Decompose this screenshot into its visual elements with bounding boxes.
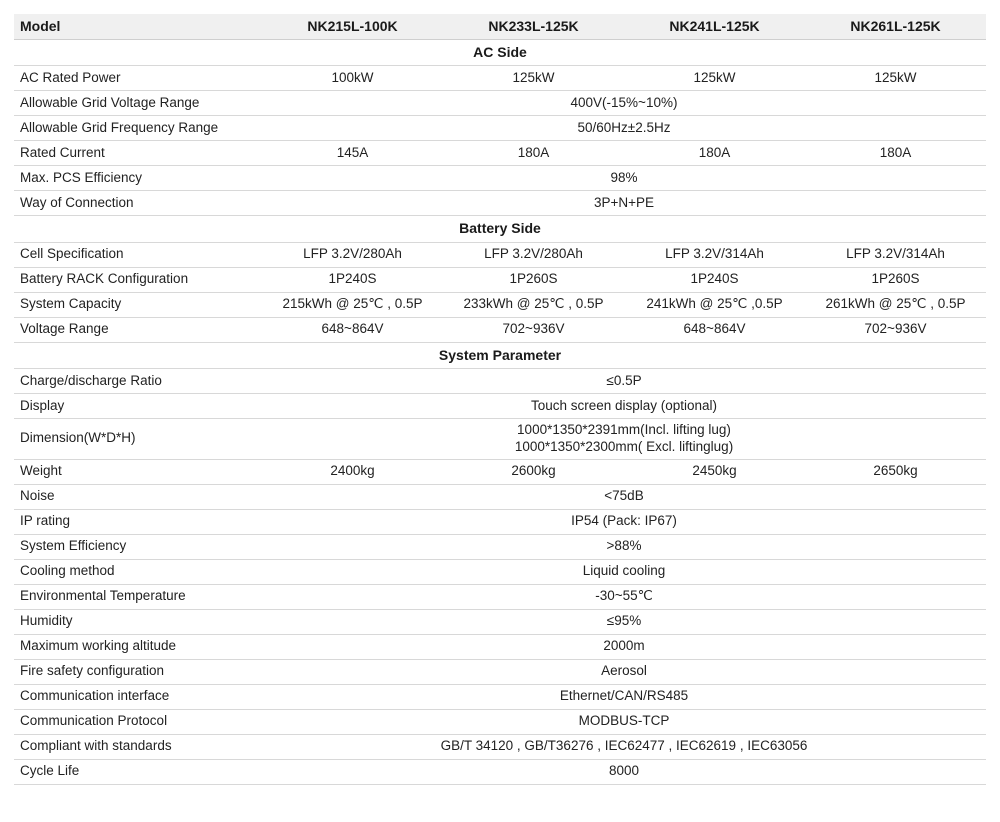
row-label: Max. PCS Efficiency <box>14 166 262 191</box>
row-value: 2450kg <box>624 459 805 484</box>
row-value-merged: Touch screen display (optional) <box>262 394 986 419</box>
table-row <box>14 759 986 784</box>
row-label: Dimension(W*D*H) <box>14 419 262 460</box>
table-row <box>14 484 986 509</box>
row-value: 702~936V <box>443 317 624 342</box>
table-row <box>14 66 986 91</box>
section-title: AC Side <box>14 39 986 66</box>
row-value-line: 1000*1350*2391mm(Incl. lifting lug) <box>517 422 731 437</box>
row-value-merged: ≤95% <box>262 609 986 634</box>
row-value: 1P240S <box>262 267 443 292</box>
row-value: 215kWh @ 25℃ , 0.5P <box>262 292 443 317</box>
row-value: LFP 3.2V/314Ah <box>624 242 805 267</box>
row-value: 2600kg <box>443 459 624 484</box>
row-value-merged: ≤0.5P <box>262 369 986 394</box>
row-label: Voltage Range <box>14 317 262 342</box>
row-value: LFP 3.2V/280Ah <box>262 242 443 267</box>
table-row <box>14 509 986 534</box>
row-value-line: 1000*1350*2300mm( Excl. liftinglug) <box>514 438 734 454</box>
column-header-model-1: NK215L-100K <box>262 14 443 39</box>
row-label: Way of Connection <box>14 191 262 216</box>
row-value: 261kWh @ 25℃ , 0.5P <box>805 292 986 317</box>
row-value-merged: 98% <box>262 166 986 191</box>
row-value: 180A <box>443 141 624 166</box>
row-value-merged: >88% <box>262 534 986 559</box>
row-value: 241kWh @ 25℃ ,0.5P <box>624 292 805 317</box>
row-label: Allowable Grid Voltage Range <box>14 91 262 116</box>
table-row <box>14 394 986 419</box>
row-value-merged: -30~55℃ <box>262 584 986 609</box>
row-value: 1P260S <box>805 267 986 292</box>
row-value-merged-multiline <box>262 419 986 460</box>
row-value: 125kW <box>443 66 624 91</box>
row-label: Cell Specification <box>14 242 262 267</box>
table-row <box>14 419 986 460</box>
table-row <box>14 116 986 141</box>
table-row <box>14 267 986 292</box>
row-value: 1P260S <box>443 267 624 292</box>
specification-table <box>14 14 986 785</box>
row-value-merged: <75dB <box>262 484 986 509</box>
table-header <box>14 14 986 39</box>
row-value: 145A <box>262 141 443 166</box>
section-title-row <box>14 39 986 66</box>
row-label: Environmental Temperature <box>14 584 262 609</box>
row-value-merged: GB/T 34120 , GB/T36276 , IEC62477 , IEC62619 , IEC63056 <box>262 734 986 759</box>
row-value: 2650kg <box>805 459 986 484</box>
row-label: System Capacity <box>14 292 262 317</box>
row-value: 2400kg <box>262 459 443 484</box>
row-value: 648~864V <box>262 317 443 342</box>
table-row <box>14 369 986 394</box>
table-row <box>14 191 986 216</box>
row-label: System Efficiency <box>14 534 262 559</box>
row-value-merged: 2000m <box>262 634 986 659</box>
row-value: 125kW <box>624 66 805 91</box>
table-row <box>14 659 986 684</box>
table-row <box>14 534 986 559</box>
column-header-model-2: NK233L-125K <box>443 14 624 39</box>
row-label: IP rating <box>14 509 262 534</box>
row-value-merged: 3P+N+PE <box>262 191 986 216</box>
row-label: Display <box>14 394 262 419</box>
row-label: AC Rated Power <box>14 66 262 91</box>
row-label: Battery RACK Configuration <box>14 267 262 292</box>
row-value-merged: Liquid cooling <box>262 559 986 584</box>
row-label: Cycle Life <box>14 759 262 784</box>
table-row <box>14 684 986 709</box>
table-row <box>14 609 986 634</box>
row-label: Humidity <box>14 609 262 634</box>
table-row <box>14 166 986 191</box>
table-row <box>14 584 986 609</box>
row-label: Communication interface <box>14 684 262 709</box>
row-label: Cooling method <box>14 559 262 584</box>
row-value: 233kWh @ 25℃ , 0.5P <box>443 292 624 317</box>
table-row <box>14 459 986 484</box>
table-row <box>14 91 986 116</box>
row-value: 180A <box>624 141 805 166</box>
row-value: 100kW <box>262 66 443 91</box>
row-value: 180A <box>805 141 986 166</box>
table-row <box>14 242 986 267</box>
table-body <box>14 39 986 784</box>
row-label: Fire safety configuration <box>14 659 262 684</box>
row-label: Compliant with standards <box>14 734 262 759</box>
row-value-merged: Aerosol <box>262 659 986 684</box>
table-row <box>14 141 986 166</box>
row-value: 125kW <box>805 66 986 91</box>
row-value: 648~864V <box>624 317 805 342</box>
row-value-merged: 400V(-15%~10%) <box>262 91 986 116</box>
row-value-merged: 8000 <box>262 759 986 784</box>
row-value-merged: MODBUS-TCP <box>262 709 986 734</box>
row-label: Allowable Grid Frequency Range <box>14 116 262 141</box>
row-label: Weight <box>14 459 262 484</box>
row-value: 1P240S <box>624 267 805 292</box>
table-row <box>14 292 986 317</box>
row-value-merged: Ethernet/CAN/RS485 <box>262 684 986 709</box>
column-header-model: Model <box>14 14 262 39</box>
row-label: Rated Current <box>14 141 262 166</box>
row-label: Maximum working altitude <box>14 634 262 659</box>
column-header-model-3: NK241L-125K <box>624 14 805 39</box>
row-value-merged: 50/60Hz±2.5Hz <box>262 116 986 141</box>
section-title-row <box>14 342 986 369</box>
header-row <box>14 14 986 39</box>
column-header-model-4: NK261L-125K <box>805 14 986 39</box>
table-row <box>14 317 986 342</box>
row-value: 702~936V <box>805 317 986 342</box>
table-row <box>14 734 986 759</box>
row-label: Charge/discharge Ratio <box>14 369 262 394</box>
table-row <box>14 709 986 734</box>
section-title: System Parameter <box>14 342 986 369</box>
section-title: Battery Side <box>14 216 986 243</box>
row-label: Noise <box>14 484 262 509</box>
table-row <box>14 634 986 659</box>
row-label: Communication Protocol <box>14 709 262 734</box>
row-value: LFP 3.2V/280Ah <box>443 242 624 267</box>
table-row <box>14 559 986 584</box>
row-value: LFP 3.2V/314Ah <box>805 242 986 267</box>
row-value-merged: IP54 (Pack: IP67) <box>262 509 986 534</box>
section-title-row <box>14 216 986 243</box>
